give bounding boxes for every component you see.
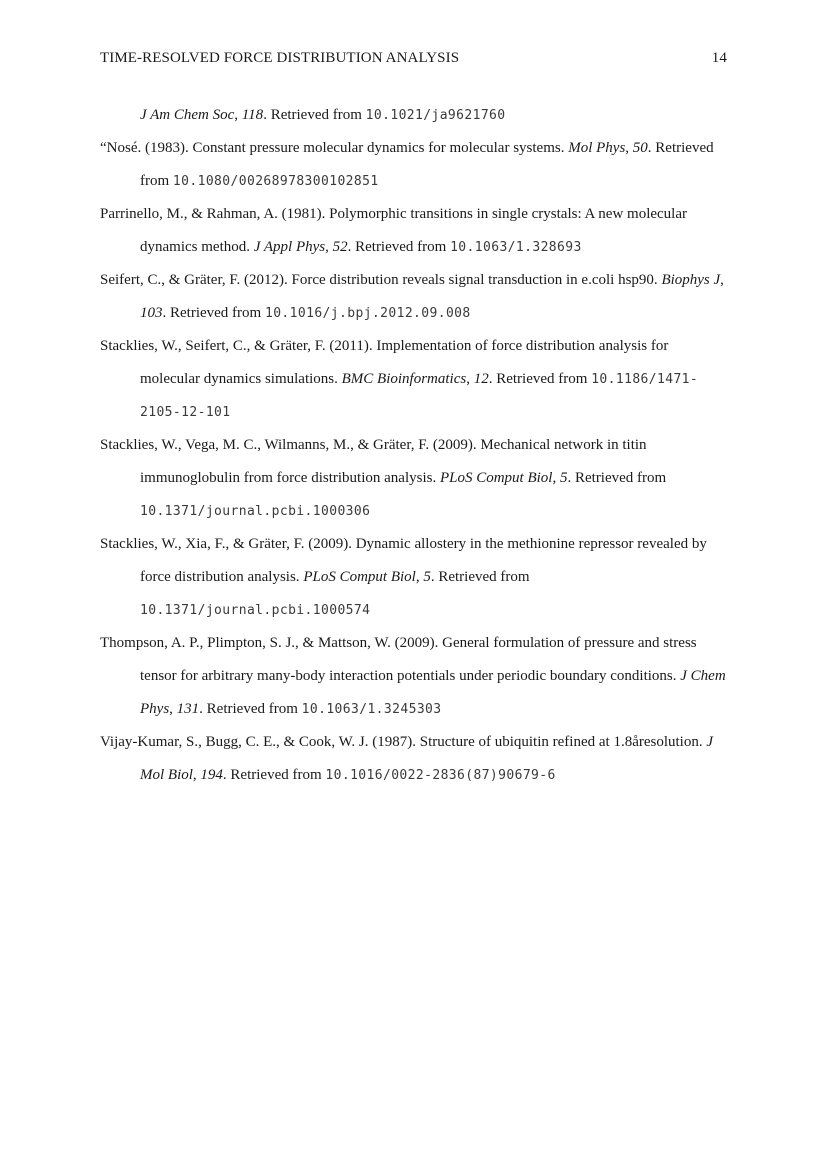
reference-journal: J Mol Biol: [140, 734, 714, 783]
reference-volume: 50: [632, 140, 648, 156]
reference-entry: Parrinello, M., & Rahman, A. (1981). Polymorphic transitions in single crystals: A new molecular dynamics method. J Appl Phys, 52. Retrieved from 10.1063/1.328693: [100, 206, 688, 255]
reference-entry: Seifert, C., & Gräter, F. (2012). Force distribution reveals signal transduction in e.coli hsp90. Biophys J, 103. Retrieved from 10.1016/j.bpj.2012.09.008: [100, 272, 724, 321]
reference-doi[interactable]: 10.1016/0022-2836(87)90679-6: [325, 768, 556, 783]
reference-doi[interactable]: 10.1063/1.3245303: [301, 702, 442, 717]
reference-authors: Seifert, C., & Gräter, F. (2012). Force distribution reveals signal transduction in e.coli hsp90.: [100, 272, 658, 288]
reference-doi[interactable]: 10.1371/journal.pcbi.1000574: [140, 603, 371, 618]
reference-entry: Vijay-Kumar, S., Bugg, C. E., & Cook, W. J. (1987). Structure of ubiquitin refined at 1.8åresolution. J Mol Biol, 194. Retrieved from 10.1016/0022-2836(87)90679-6: [100, 734, 714, 783]
running-title: TIME-RESOLVED FORCE DISTRIBUTION ANALYSIS: [100, 50, 460, 66]
reference-doi[interactable]: 10.1021/ja9621760: [365, 108, 506, 123]
reference-entry: Stacklies, W., Vega, M. C., Wilmanns, M., & Gräter, F. (2009). Mechanical network in titin immunoglobulin from force distribution analysis. PLoS Comput Biol, 5. Retrieved from 10.1371/journal.pcbi.1000306: [100, 437, 667, 519]
reference-retrieved: Retrieved from: [270, 107, 362, 123]
reference-entry: J Am Chem Soc, 118. Retrieved from 10.1021/ja9621760: [140, 107, 506, 123]
reference-retrieved: Retrieved from: [496, 371, 588, 387]
running-head: [100, 48, 727, 68]
reference-authors: Parrinello, M., & Rahman, A. (1981). Polymorphic transitions in single crystals: A new molecular dynamics method.: [100, 206, 688, 255]
reference-volume: 131: [176, 701, 200, 717]
reference-volume: 5: [423, 569, 431, 585]
reference-authors: “Nosé. (1983). Constant pressure molecular dynamics for molecular systems.: [100, 140, 565, 156]
reference-authors: Thompson, A. P., Plimpton, S. J., & Mattson, W. (2009). General formulation of pressure and stress tensor for arbitrary many-body interaction potentials under periodic boundary conditions.: [100, 635, 697, 684]
reference-volume: 12: [473, 371, 489, 387]
reference-retrieved: Retrieved from: [574, 470, 667, 486]
reference-volume: 103: [140, 305, 163, 321]
reference-entry: Stacklies, W., Xia, F., & Gräter, F. (2009). Dynamic allostery in the methionine repressor revealed by force distribution analysis. PLoS Comput Biol, 5. Retrieved from 10.1371/journal.pcbi.1000574: [100, 536, 707, 618]
reference-journal: BMC Bioinformatics: [341, 371, 467, 387]
reference-doi[interactable]: 10.1186/1471-2105-12-101: [140, 372, 699, 420]
reference-authors: Vijay-Kumar, S., Bugg, C. E., & Cook, W. J. (1987). Structure of ubiquitin refined at 1.8åresolution.: [100, 734, 703, 750]
reference-retrieved: Retrieved from: [438, 569, 530, 585]
reference-volume: 52: [332, 239, 348, 255]
reference-journal: J Chem Phys: [140, 668, 726, 717]
reference-doi[interactable]: 10.1016/j.bpj.2012.09.008: [264, 306, 471, 321]
reference-volume: 118: [241, 107, 264, 123]
reference-entry: Stacklies, W., Seifert, C., & Gräter, F. (2011). Implementation of force distribution analysis for molecular dynamics simulations. BMC Bioinformatics, 12. Retrieved from 10.1186/1471-2105-12-101: [100, 338, 699, 420]
reference-volume: 194: [200, 767, 223, 783]
reference-list: [100, 99, 728, 792]
reference-doi[interactable]: 10.1371/journal.pcbi.1000306: [140, 504, 371, 519]
reference-volume: 5: [559, 470, 568, 486]
reference-retrieved: Retrieved from: [206, 701, 298, 717]
reference-doi[interactable]: 10.1080/00268978300102851: [172, 174, 379, 189]
reference-doi[interactable]: 10.1063/1.328693: [450, 240, 582, 255]
page-number: 14: [711, 50, 727, 66]
reference-journal: PLoS Comput Biol: [439, 470, 553, 486]
reference-retrieved: Retrieved from: [140, 140, 714, 189]
reference-authors: Stacklies, W., Seifert, C., & Gräter, F. (2011). Implementation of force distribution analysis for molecular dynamics simulations.: [100, 338, 669, 387]
reference-journal: Biophys J: [661, 272, 721, 288]
reference-retrieved: Retrieved from: [355, 239, 447, 255]
reference-entry: Thompson, A. P., Plimpton, S. J., & Mattson, W. (2009). General formulation of pressure and stress tensor for arbitrary many-body interaction potentials under periodic boundary conditions. J Chem Phys, 131. Retrieved from 10.1063/1.3245303: [100, 635, 726, 717]
reference-authors: Stacklies, W., Vega, M. C., Wilmanns, M., & Gräter, F. (2009). Mechanical network in titin immunoglobulin from force distribution analysis.: [100, 437, 647, 486]
reference-authors: Stacklies, W., Xia, F., & Gräter, F. (2009). Dynamic allostery in the methionine repressor revealed by force distribution analysis.: [100, 536, 707, 585]
reference-journal: J Appl Phys: [253, 239, 326, 255]
reference-retrieved: Retrieved from: [230, 767, 322, 783]
reference-journal: J Am Chem Soc: [140, 107, 235, 123]
reference-entry: “Nosé. (1983). Constant pressure molecular dynamics for molecular systems. Mol Phys, 50. Retrieved from 10.1080/00268978300102851: [100, 140, 714, 189]
reference-journal: PLoS Comput Biol: [303, 569, 416, 585]
reference-retrieved: Retrieved from: [170, 305, 262, 321]
reference-journal: Mol Phys: [568, 140, 626, 156]
